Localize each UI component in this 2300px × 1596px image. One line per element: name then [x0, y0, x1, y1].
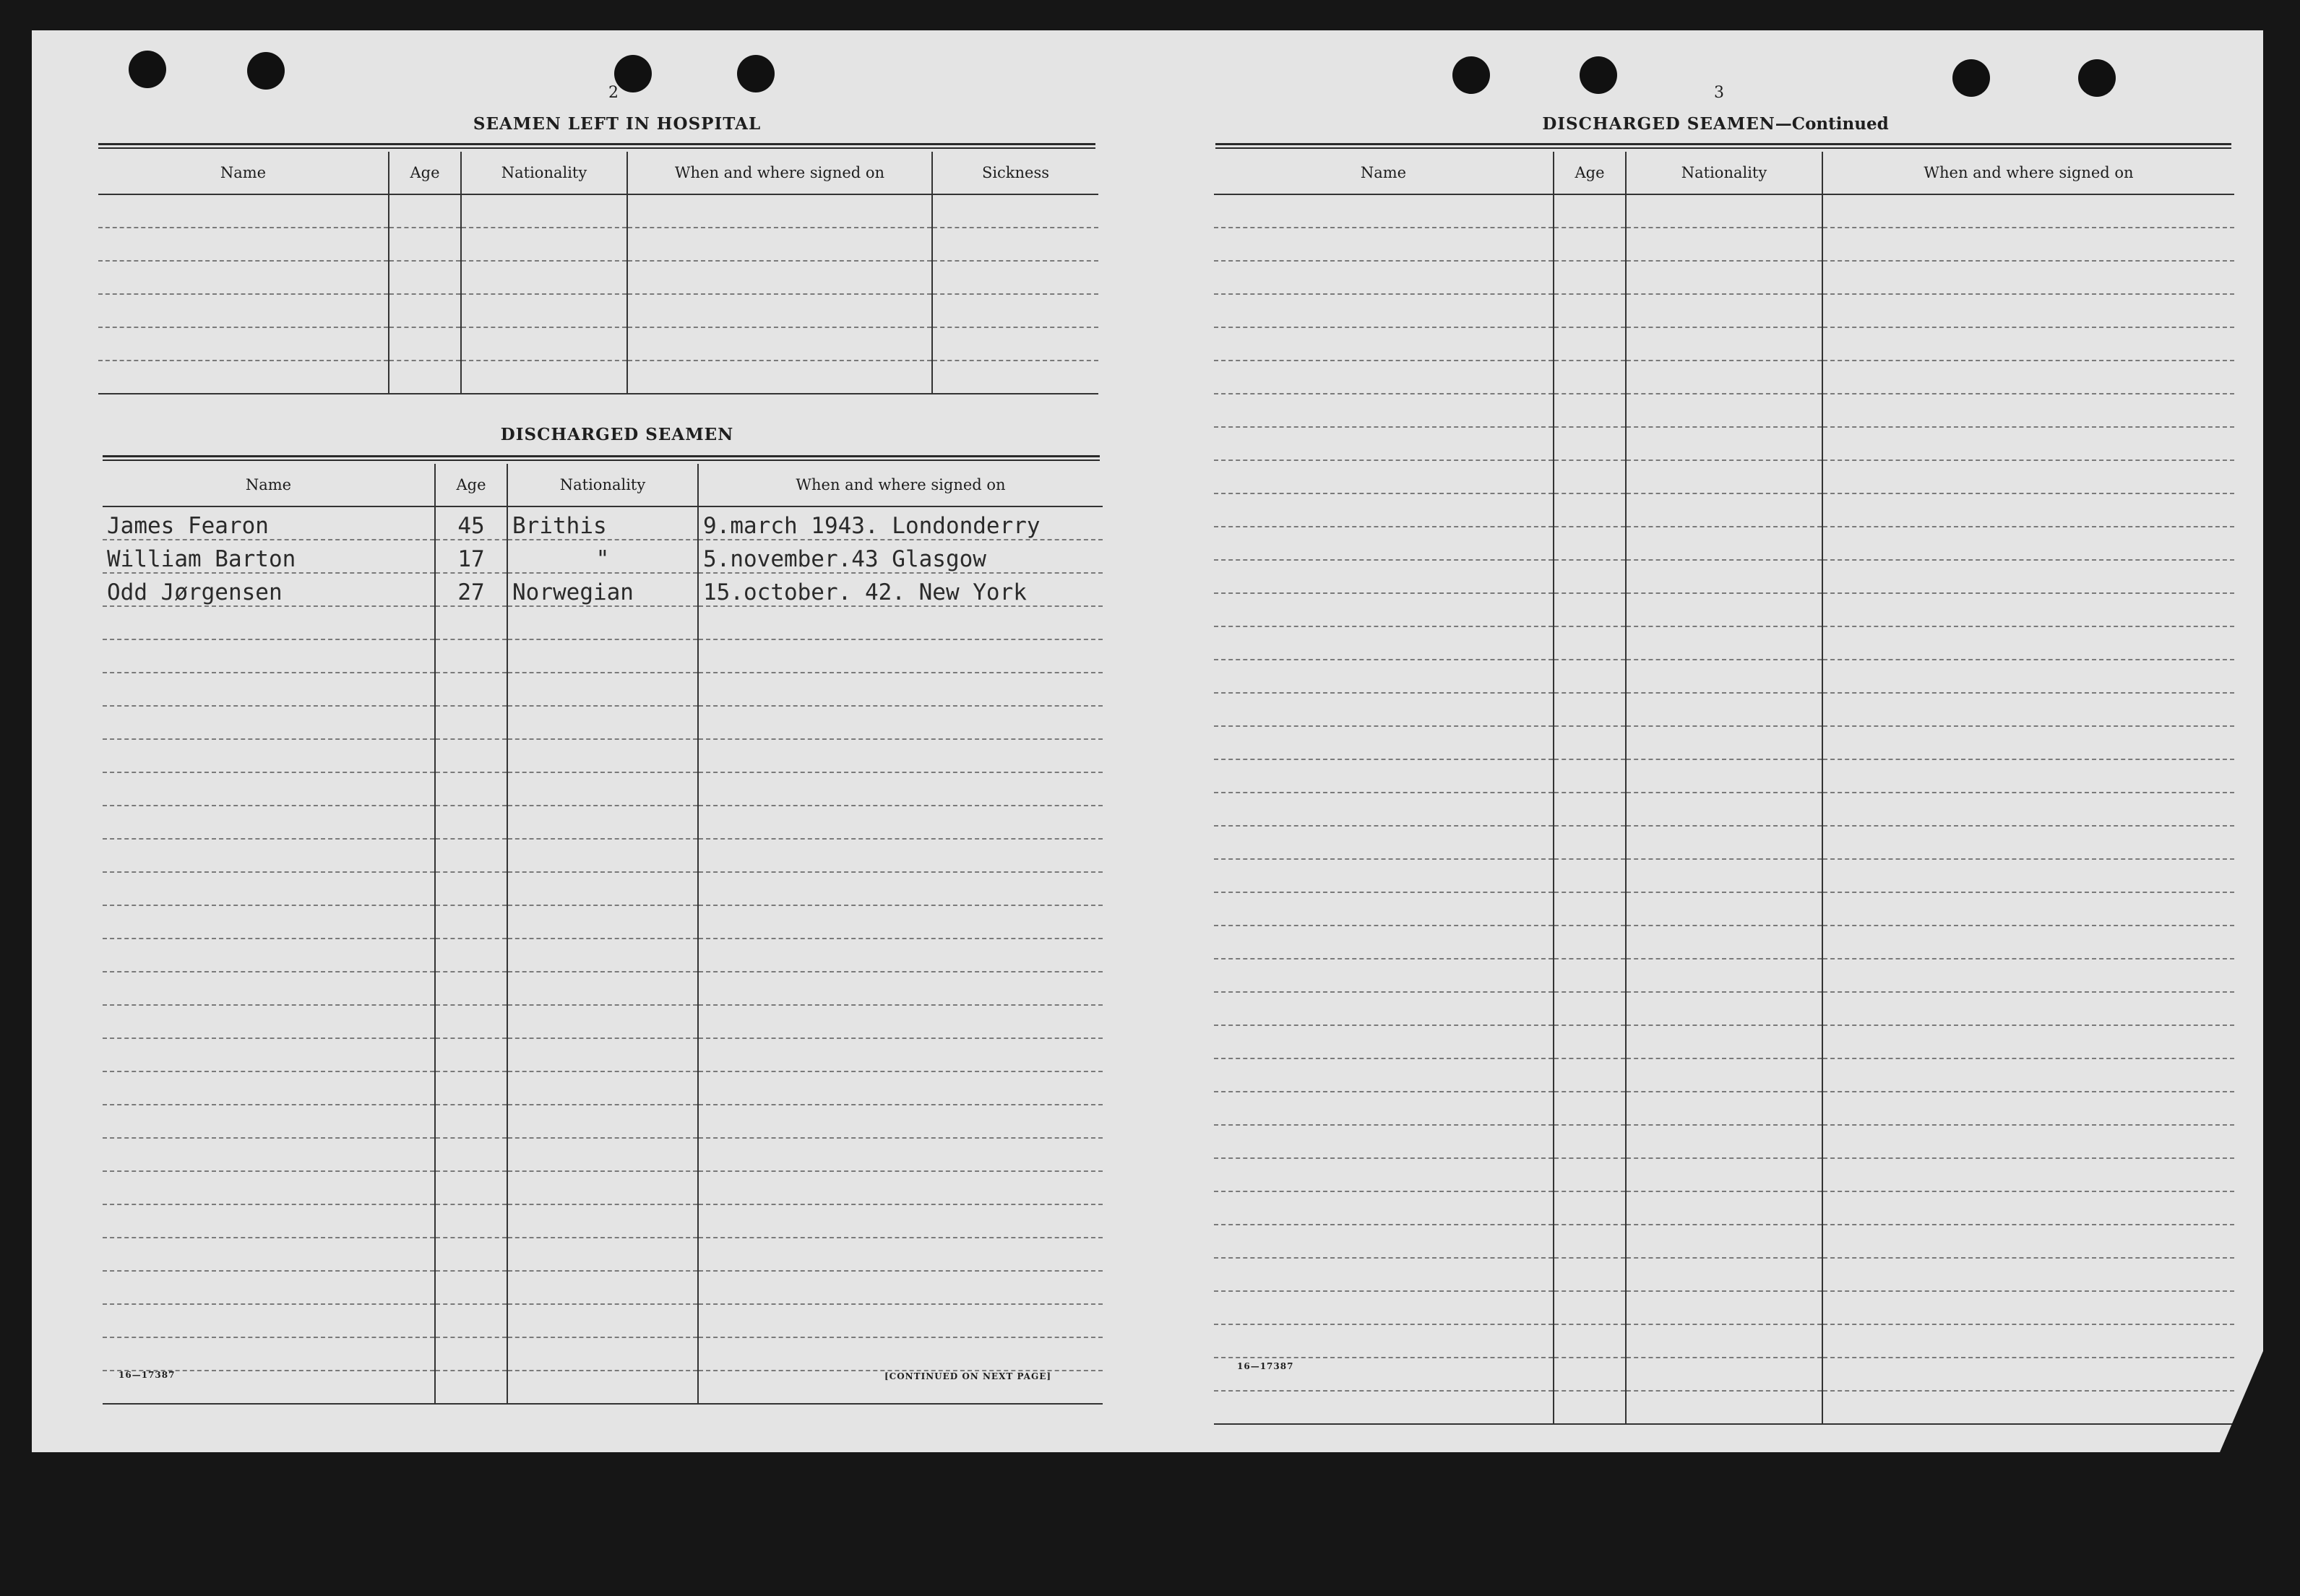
table-row: [1214, 1158, 2234, 1191]
table-row: [103, 673, 1103, 706]
column-header-name: Name: [103, 464, 435, 506]
binder-hole: [737, 55, 775, 92]
table-row: [1214, 1225, 2234, 1258]
binder-hole: [1580, 56, 1617, 94]
binder-hole: [1452, 56, 1490, 94]
title-rule: [98, 143, 1095, 149]
table-row: [103, 1271, 1103, 1304]
binder-hole: [129, 51, 166, 88]
table-row: [1214, 1025, 2234, 1058]
seaman-nationality: Norwegian: [507, 573, 698, 606]
title-main: DISCHARGED SEAMEN: [1542, 114, 1775, 134]
title-rule: [1215, 143, 2231, 149]
table-row: [1214, 1125, 2234, 1158]
table-row: [103, 540, 1103, 573]
table-row: [103, 1171, 1103, 1204]
table-row: [1214, 460, 2234, 493]
table-row: [103, 1238, 1103, 1271]
table-row: [103, 1005, 1103, 1038]
table-row: [103, 639, 1103, 673]
seaman-age: 27: [435, 573, 507, 606]
table-row: [1214, 394, 2234, 427]
table-row: [103, 606, 1103, 639]
table-row: [103, 1337, 1103, 1371]
table-row: [103, 772, 1103, 806]
seaman-age: 17: [435, 540, 507, 573]
table-row: [98, 294, 1098, 327]
seaman-age: 45: [435, 506, 507, 540]
column-header-sickness: Sickness: [932, 152, 1098, 194]
table-row: [1214, 261, 2234, 294]
discharged-table: [103, 464, 1103, 1405]
binder-hole: [1952, 59, 1990, 97]
seaman-nationality: Brithis: [507, 506, 698, 540]
page-number-right: 3: [1714, 84, 1724, 102]
binder-hole: [247, 52, 285, 90]
seaman-name: William Barton: [103, 540, 435, 573]
table-row: [1214, 992, 2234, 1025]
table-row: [1214, 527, 2234, 560]
title-rule: [103, 455, 1100, 461]
table-row: [103, 806, 1103, 839]
title-suffix: —Continued: [1775, 114, 1889, 134]
table-row: [1214, 826, 2234, 859]
table-row: [103, 573, 1103, 606]
table-row: [1214, 926, 2234, 959]
seaman-signed-on: 15.october. 42. New York: [698, 573, 1103, 606]
table-row: [1214, 1391, 2234, 1424]
table-row: [1214, 1258, 2234, 1291]
table-row: [103, 706, 1103, 739]
table-row: [103, 506, 1103, 540]
seaman-nationality: ": [507, 540, 698, 573]
table-row: [103, 1105, 1103, 1138]
table-row: [1214, 228, 2234, 261]
page-number-left: 2: [608, 84, 619, 102]
table-row: [103, 1204, 1103, 1238]
document-sheet: [32, 30, 2263, 1452]
table-row: [103, 1038, 1103, 1071]
column-header-age: Age: [389, 152, 461, 194]
table-row: [103, 839, 1103, 872]
table-row: [1214, 1191, 2234, 1225]
column-header-nationality: Nationality: [1626, 152, 1822, 194]
table-row: [1214, 959, 2234, 992]
column-header-signed-on: When and where signed on: [698, 464, 1103, 506]
column-header-signed-on: When and where signed on: [1822, 152, 2234, 194]
continued-note: [CONTINUED ON NEXT PAGE]: [884, 1371, 1052, 1381]
seaman-signed-on: 5.november.43 Glasgow: [698, 540, 1103, 573]
table-row: [1214, 427, 2234, 460]
seaman-name: James Fearon: [103, 506, 435, 540]
table-row: [1214, 1358, 2234, 1391]
table-row: [98, 327, 1098, 361]
table-row: [1214, 593, 2234, 626]
column-header-nationality: Nationality: [461, 152, 627, 194]
table-row: [103, 939, 1103, 972]
seaman-signed-on: 9.march 1943. Londonderry: [698, 506, 1103, 540]
column-header-name: Name: [98, 152, 389, 194]
column-header-age: Age: [1554, 152, 1626, 194]
table-row: [1214, 1092, 2234, 1125]
table-row: [103, 872, 1103, 905]
table-row: [103, 972, 1103, 1005]
table-row: [98, 261, 1098, 294]
table-row: [98, 194, 1098, 228]
form-number-right: 16—17387: [1237, 1361, 1294, 1371]
table-row: [1214, 626, 2234, 660]
binder-hole: [2078, 59, 2116, 97]
table-row: [1214, 361, 2234, 394]
table-row: [1214, 892, 2234, 926]
table-row: [103, 1138, 1103, 1171]
table-row: [103, 905, 1103, 939]
column-header-nationality: Nationality: [507, 464, 698, 506]
table-row: [1214, 793, 2234, 826]
table-row: [1214, 194, 2234, 228]
table-row: [98, 361, 1098, 394]
discharged-section-title: DISCHARGED SEAMEN: [500, 425, 734, 444]
table-row: [1214, 1058, 2234, 1092]
table-row: [1214, 327, 2234, 361]
table-row: [103, 1304, 1103, 1337]
column-header-age: Age: [435, 464, 507, 506]
table-row: [1214, 493, 2234, 527]
discharged-continued-title: [1448, 114, 1983, 134]
table-row: [1214, 294, 2234, 327]
torn-corner: [2220, 1351, 2263, 1452]
table-row: [103, 739, 1103, 772]
table-row: [1214, 859, 2234, 892]
form-number-left: 16—17387: [119, 1370, 176, 1380]
column-header-name: Name: [1214, 152, 1554, 194]
table-row: [1214, 759, 2234, 793]
column-header-signed-on: When and where signed on: [627, 152, 932, 194]
table-row: [1214, 726, 2234, 759]
table-row: [1214, 1324, 2234, 1358]
table-row: [1214, 660, 2234, 693]
table-row: [103, 1071, 1103, 1105]
seaman-name: Odd Jørgensen: [103, 573, 435, 606]
discharged-continued-table: [1214, 152, 2234, 1425]
table-row: [98, 228, 1098, 261]
table-row: [1214, 693, 2234, 726]
hospital-section-title: SEAMEN LEFT IN HOSPITAL: [473, 114, 762, 134]
table-row: [1214, 560, 2234, 593]
hospital-table: [98, 152, 1098, 394]
table-row: [1214, 1291, 2234, 1324]
